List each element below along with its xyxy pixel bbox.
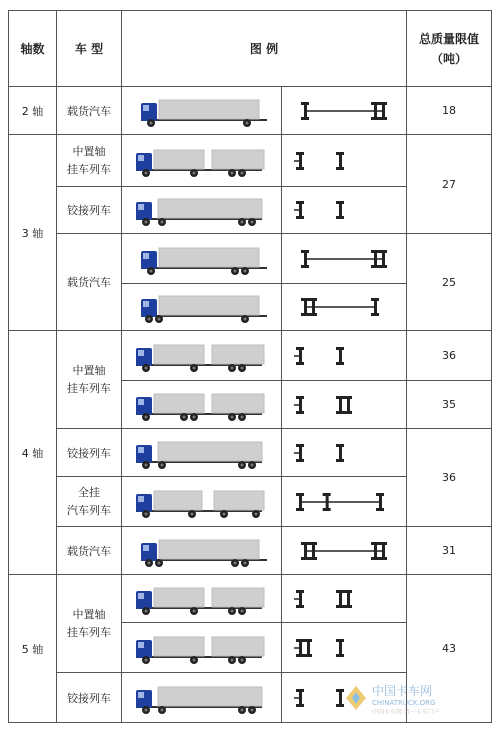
header-mass: 总质量限值（吨）: [407, 11, 492, 87]
axle-4: 4 轴: [9, 331, 57, 575]
axle-diagram: [282, 284, 407, 331]
truck-illustration: [122, 87, 282, 135]
axle-5: 5 轴: [9, 575, 57, 723]
mass-limit: 36: [407, 429, 492, 527]
vehicle-type: 载货汽车: [57, 234, 122, 331]
watermark-en: CHINATRUCK.ORG: [372, 699, 436, 707]
truck-illustration: [122, 234, 282, 284]
vehicle-type: 载货汽车: [57, 87, 122, 135]
truck-icon: [137, 242, 267, 276]
axle-diagram-icon: [294, 490, 394, 514]
vehicle-type: 中置轴 挂车列车: [57, 575, 122, 673]
truck-illustration: [122, 331, 282, 381]
truck-illustration: [122, 477, 282, 527]
axle-diagram: [282, 331, 407, 381]
axle-3: 3 轴: [9, 135, 57, 331]
axle-diagram: [282, 429, 407, 477]
axle-diagram: [282, 234, 407, 284]
mass-limit: 18: [407, 87, 492, 135]
axle-diagram-icon: [294, 441, 394, 465]
truck-icon: [132, 681, 272, 715]
mass-limit: 35: [407, 381, 492, 429]
axle-diagram-icon: [294, 587, 394, 611]
axle-diagram: [282, 87, 407, 135]
truck-icon: [132, 436, 272, 470]
axle-diagram-icon: [299, 247, 389, 271]
truck-illustration: [122, 381, 282, 429]
truck-icon: [132, 388, 272, 422]
truck-icon: [132, 485, 272, 519]
axle-diagram: [282, 135, 407, 187]
watermark-tag: 中国卡车网 第一卡车门户: [372, 709, 440, 716]
truck-icon: [132, 193, 272, 227]
mass-limit: 43: [407, 575, 492, 723]
truck-illustration: [122, 575, 282, 623]
vehicle-type: 载货汽车: [57, 527, 122, 575]
truck-illustration: [122, 187, 282, 234]
axle-diagram-icon: [294, 636, 394, 660]
truck-icon: [132, 339, 272, 373]
axle-diagram-icon: [294, 344, 394, 368]
axle-diagram: [282, 575, 407, 623]
axle-diagram: [282, 623, 407, 673]
axle-diagram: [282, 187, 407, 234]
truck-illustration: [122, 284, 282, 331]
truck-illustration: [122, 135, 282, 187]
mass-limit: 31: [407, 527, 492, 575]
truck-icon: [137, 290, 267, 324]
watermark-cn: 中国卡车网: [372, 684, 433, 698]
header-axle: 轴数: [9, 11, 57, 87]
axle-2: 2 轴: [9, 87, 57, 135]
mass-limit: 27: [407, 135, 492, 234]
axle-diagram-icon: [299, 539, 389, 563]
vehicle-type: 铰接列车: [57, 187, 122, 234]
truck-icon: [137, 534, 267, 568]
vehicle-type: 中置轴 挂车列车: [57, 135, 122, 187]
truck-illustration: [122, 623, 282, 673]
truck-illustration: [122, 673, 282, 723]
axle-diagram-icon: [294, 149, 394, 173]
truck-icon: [137, 94, 267, 128]
axle-diagram-icon: [294, 393, 394, 417]
axle-diagram: [282, 477, 407, 527]
vehicle-type: 中置轴 挂车列车: [57, 331, 122, 429]
header-type: 车 型: [57, 11, 122, 87]
truck-icon: [132, 631, 272, 665]
truck-icon: [132, 582, 272, 616]
watermark-logo: [342, 678, 482, 718]
mass-limit: 36: [407, 331, 492, 381]
truck-illustration: [122, 527, 282, 575]
truck-icon: [132, 144, 272, 178]
axle-diagram-icon: [299, 295, 389, 319]
truck-illustration: [122, 429, 282, 477]
axle-diagram: [282, 527, 407, 575]
mass-limit: 25: [407, 234, 492, 331]
header-figure: 图 例: [122, 11, 407, 87]
axle-diagram: [282, 381, 407, 429]
vehicle-type: 铰接列车: [57, 673, 122, 723]
vehicle-type: 全挂 汽车列车: [57, 477, 122, 527]
vehicle-type: 铰接列车: [57, 429, 122, 477]
axle-load-table: [8, 10, 492, 723]
axle-diagram-icon: [299, 99, 389, 123]
axle-diagram-icon: [294, 198, 394, 222]
